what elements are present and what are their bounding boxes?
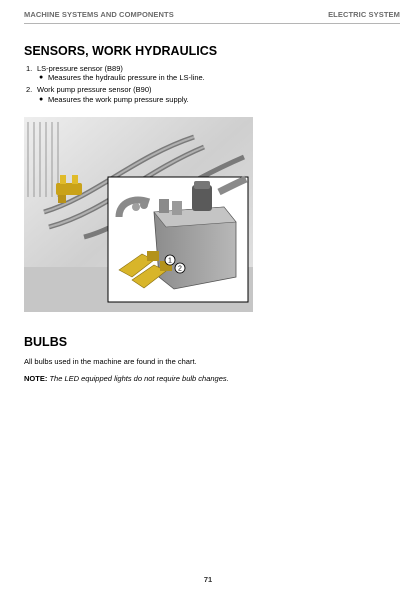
running-header bbox=[24, 10, 400, 19]
svg-text:1: 1 bbox=[168, 257, 172, 265]
bullet-icon: ● bbox=[39, 74, 44, 82]
note-paragraph bbox=[24, 374, 229, 383]
page-number: 71 bbox=[203, 575, 213, 584]
list-item bbox=[26, 64, 205, 82]
callout-1 bbox=[165, 255, 175, 265]
list-item bbox=[26, 85, 205, 103]
item-label: Work pump pressure sensor (B90) bbox=[37, 85, 152, 95]
item-detail-row bbox=[37, 95, 205, 104]
callout-2 bbox=[175, 263, 185, 273]
item-label: LS-pressure sensor (B89) bbox=[37, 64, 123, 73]
section-title-bulbs: BULBS bbox=[24, 335, 68, 349]
item-detail: Measures the hydraulic pressure in the LS-line. bbox=[48, 73, 205, 83]
header-right: ELECTRIC SYSTEM bbox=[328, 10, 400, 19]
item-number: 2. bbox=[26, 85, 33, 95]
bulbs-paragraph: All bulbs used in the machine are found in the chart. bbox=[24, 357, 197, 366]
sensor-list bbox=[26, 64, 205, 107]
note-label: NOTE: bbox=[24, 374, 48, 383]
bullet-icon: ● bbox=[39, 95, 44, 103]
svg-text:2: 2 bbox=[178, 265, 182, 273]
header-divider bbox=[24, 23, 400, 24]
note-text: The LED equipped lights do not require bulb changes. bbox=[49, 374, 229, 383]
hydraulic-sensor-illustration bbox=[24, 117, 253, 312]
item-number: 1. bbox=[26, 64, 33, 73]
section-title-sensors: SENSORS, WORK HYDRAULICS bbox=[24, 44, 218, 58]
item-detail: Measures the work pump pressure supply. bbox=[48, 94, 189, 104]
item-detail-row bbox=[37, 73, 205, 82]
header-left: MACHINE SYSTEMS AND COMPONENTS bbox=[24, 10, 174, 19]
